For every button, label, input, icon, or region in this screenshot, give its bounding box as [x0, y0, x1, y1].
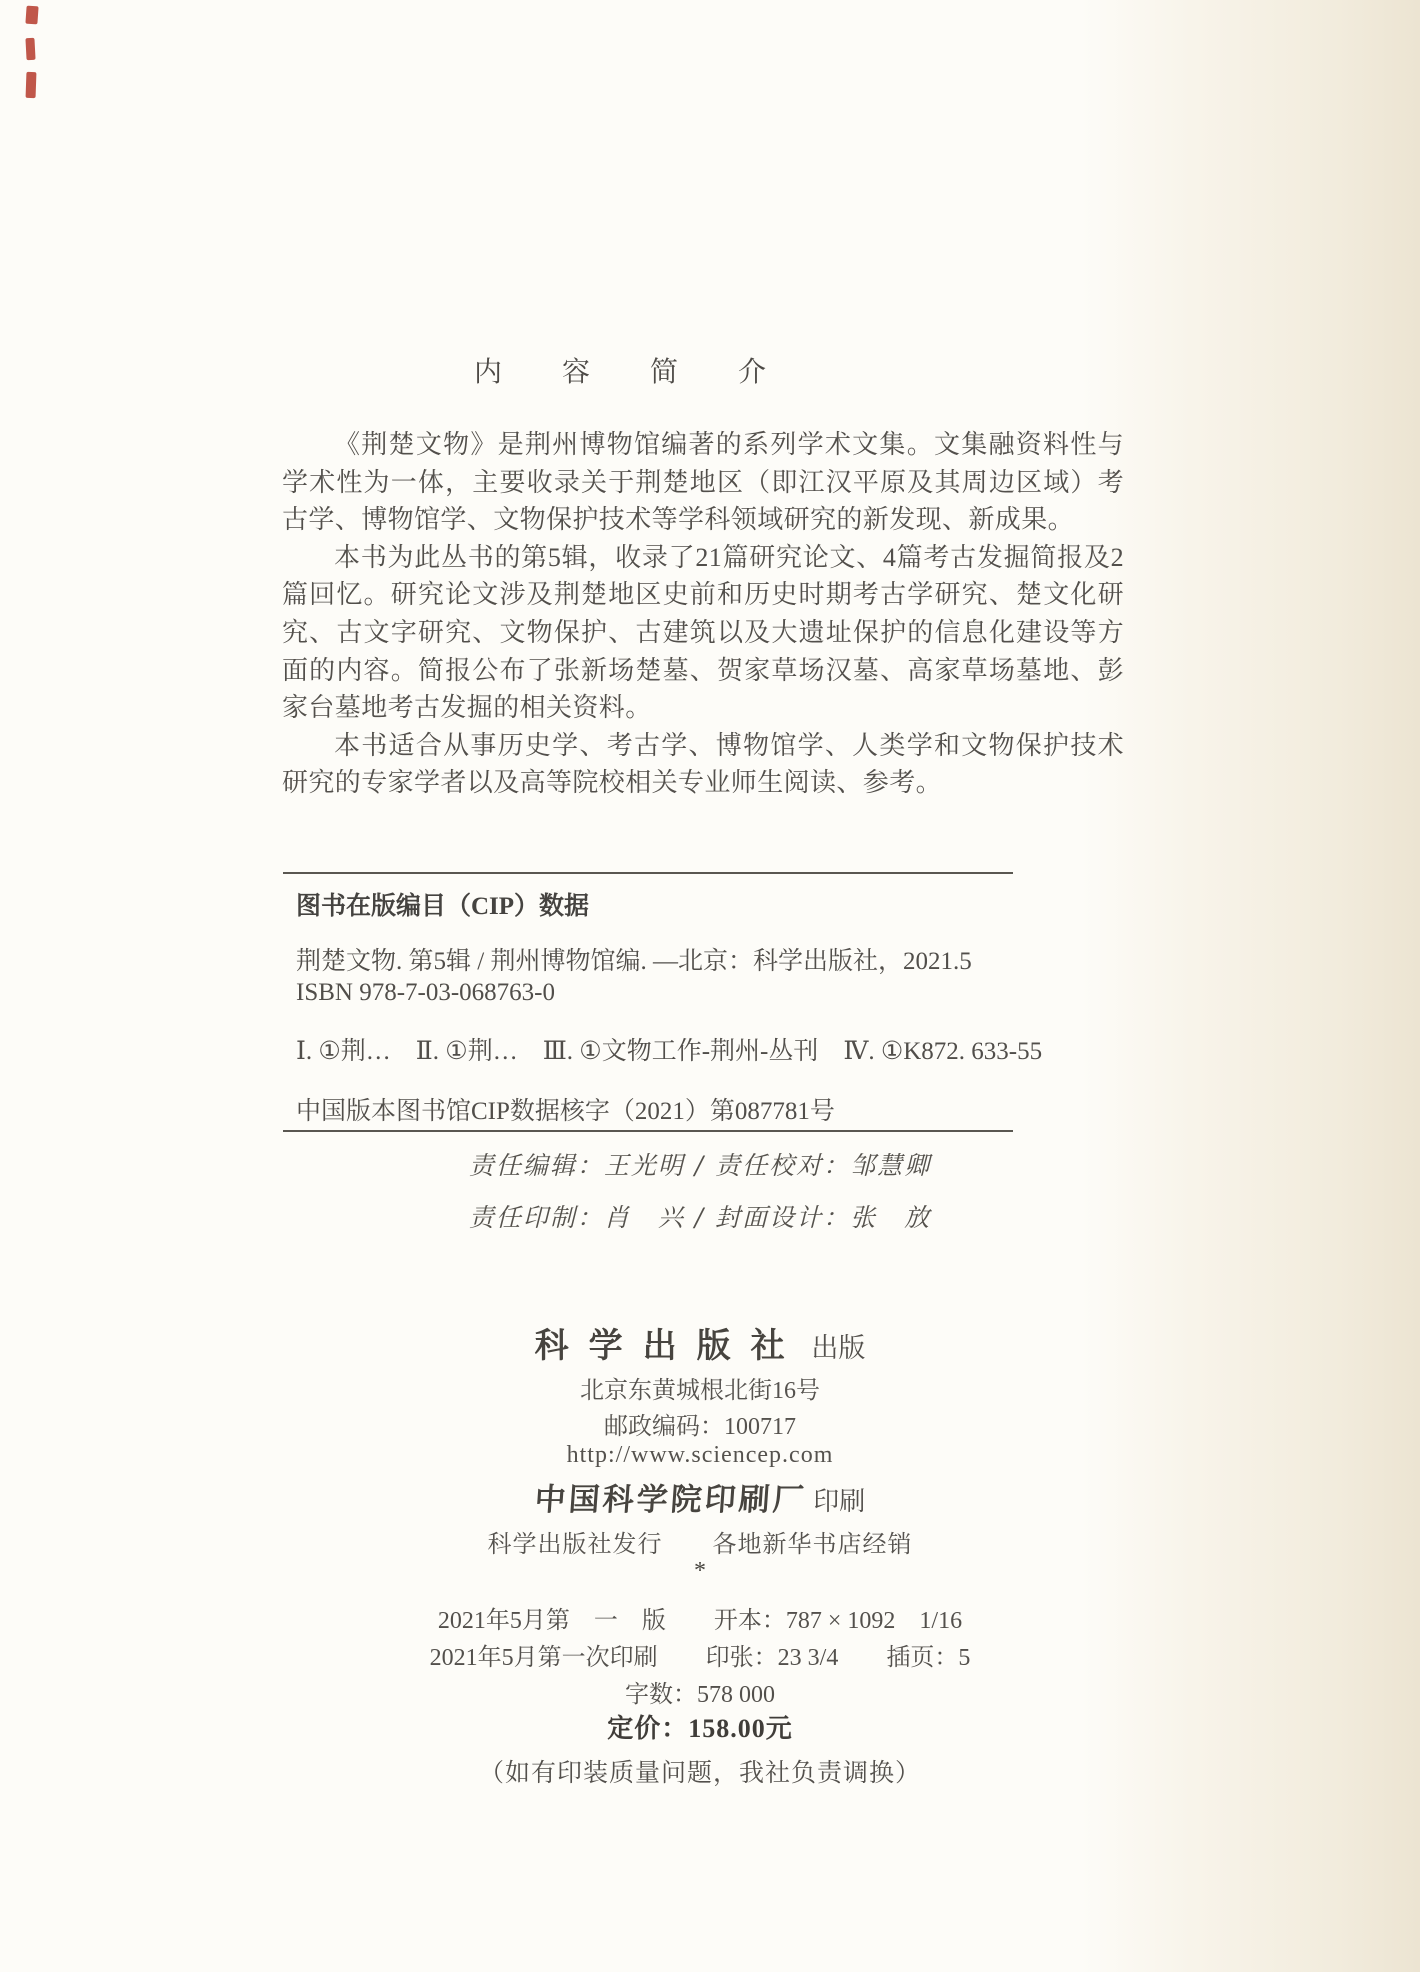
intro-paragraph: 本书为此丛书的第5辑，收录了21篇研究论文、4篇考古发掘简报及2篇回忆。研究论文涉及荆楚地区史前和历史时期考古学研究、楚文化研究、古文字研究、文物保护、古建筑以及大遗址保护的信息化建设等方面的内容。简报公布了张新场楚墓、贺家草场汉墓、高家草场墓地、彭家台墓地考古发掘的相关资料。 — [282, 542, 1124, 723]
red-edge-mark — [26, 72, 37, 98]
content-summary-title: 内 容 简 介 — [474, 357, 783, 388]
editor-credit-line: 责任编辑：王光明 / 责任校对：邹慧卿 — [468, 1151, 932, 1180]
cip-registry-number: 中国版本图书馆CIP数据核字（2021）第087781号 — [296, 1098, 835, 1125]
impression-line: 2021年5月第一次印刷 印张：23 3/4 插页：5 — [429, 1645, 971, 1671]
publisher-website: http://www.sciencep.com — [566, 1442, 834, 1468]
edition-format-line: 2021年5月第 一 版 开本：787 × 1092 1/16 — [437, 1608, 963, 1634]
content-summary-body — [282, 426, 1124, 802]
intro-paragraph: 《荆楚文物》是荆州博物馆编著的系列学术文集。文集融资料性与学术性为一体，主要收录关于荆楚地区（即江汉平原及其周边区域）考古学、博物馆学、文物保护技术等学科领域研究的新发现、新成果。 — [282, 430, 1124, 535]
word-count-line: 字数：578 000 — [625, 1682, 775, 1708]
printer-line — [282, 1474, 1118, 1519]
print-design-credit-line: 责任印制：肖 兴 / 封面设计：张 放 — [468, 1203, 932, 1232]
cip-heading: 图书在版编目（CIP）数据 — [296, 893, 590, 920]
asterisk-divider: * — [694, 1558, 706, 1584]
cip-bottom-rule — [283, 1130, 1013, 1132]
isbn-number: ISBN 978-7-03-068763-0 — [296, 979, 556, 1006]
red-edge-mark — [25, 38, 35, 60]
printer-name-logotype: 中国科学院印刷厂 — [533, 1482, 808, 1518]
red-edge-mark — [25, 6, 38, 25]
cip-top-rule — [283, 872, 1013, 874]
publisher-line — [282, 1318, 1118, 1367]
printer-suffix: 印刷 — [806, 1487, 866, 1516]
quality-note-line: （如有印装质量问题，我社负责调换） — [478, 1760, 921, 1787]
price-line: 定价：158.00元 — [607, 1714, 793, 1743]
publisher-name-logotype: 科学出版社 — [534, 1326, 805, 1366]
publisher-suffix: 出版 — [804, 1333, 866, 1363]
publisher-address: 北京东黄城根北街16号 — [580, 1378, 820, 1404]
distribution-line: 科学出版社发行 各地新华书店经销 — [487, 1532, 913, 1558]
cip-record: 荆楚文物. 第5辑 / 荆州博物馆编. —北京：科学出版社，2021.5 — [296, 948, 972, 975]
intro-paragraph: 本书适合从事历史学、考古学、博物馆学、人类学和文物保护技术研究的专家学者以及高等院校相关专业师生阅读、参考。 — [282, 730, 1124, 798]
postal-code: 邮政编码：100717 — [604, 1414, 796, 1440]
cip-classification: Ⅰ. ①荆… Ⅱ. ①荆… Ⅲ. ①文物工作-荆州-丛刊 Ⅳ. ①K872. 633-55 — [296, 1038, 1043, 1065]
